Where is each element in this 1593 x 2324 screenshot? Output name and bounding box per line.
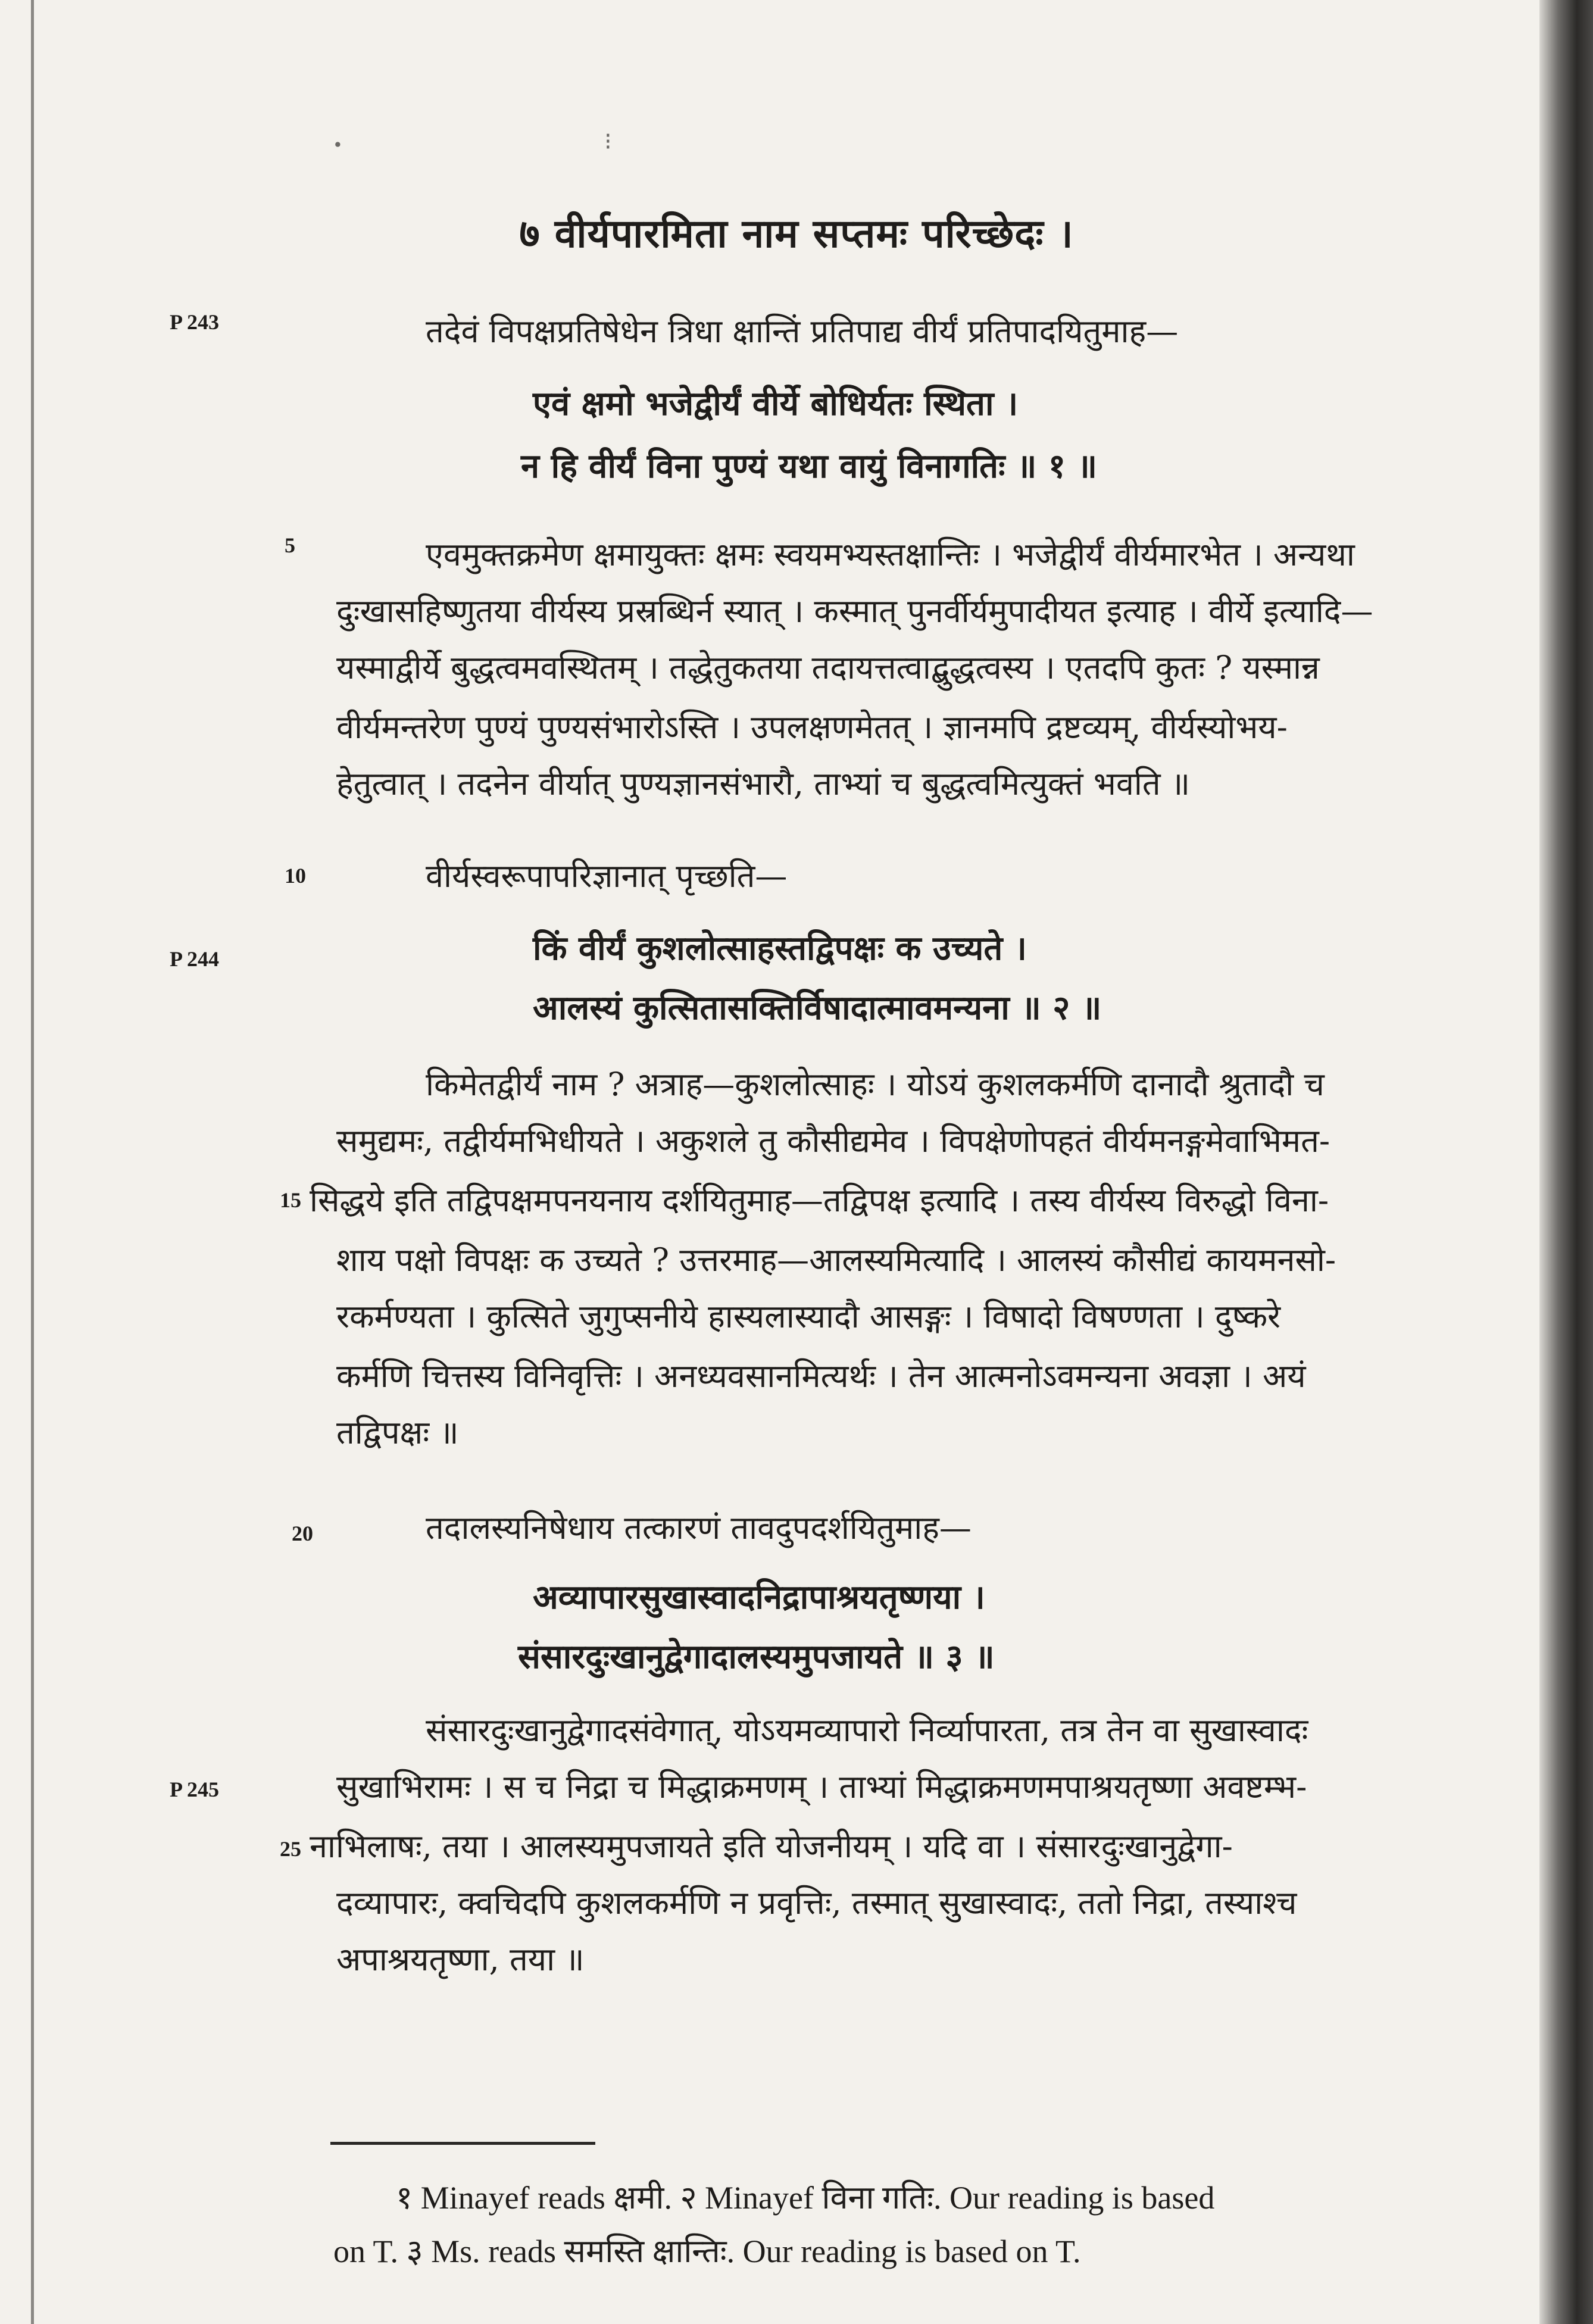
commentary-line: सिद्धये इति तद्विपक्षमपनयनाय दर्शयितुमाह—तद्विपक्ष इत्यादि । तस्य वीर्यस्य विरुद्धो विना-	[310, 1182, 1329, 1219]
commentary-line: यस्माद्वीर्ये बुद्धत्वमवस्थितम् । तद्धेतुकतया तदायत्तत्वाद्बुद्धत्वस्य । एतदपि कुतः ? यस्मान्न	[336, 649, 1320, 686]
footnote-line: on T. ३ Ms. reads समस्ति क्षान्तिः. Our reading is based on T.	[333, 2234, 1081, 2269]
page-ref-243: P 243	[170, 310, 220, 334]
page-ref-244: P 244	[170, 947, 220, 971]
chapter-heading: ७ वीर्यपारमिता नाम सप्तमः परिच्छेदः ।	[519, 210, 1074, 257]
commentary-line: तद्विपक्षः ॥	[336, 1414, 459, 1451]
scan-mark: ∙	[333, 134, 342, 155]
commentary-line: नाभिलाषः, तया । आलस्यमुपजायते इति योजनीयम् । यदि वा । संसारदुःखानुद्वेगा-	[310, 1828, 1233, 1865]
verse-line: आलस्यं कुत्सितासक्तिर्विषादात्मावमन्यना ॥ २ ॥	[533, 988, 1102, 1027]
commentary-line: एवमुक्तक्रमेण क्षमायुक्तः क्षमः स्वयमभ्यस्तक्षान्तिः । भजेद्वीर्यं वीर्यमारभेत । अन्यथा	[426, 536, 1355, 573]
intro-line: वीर्यस्वरूपापरिज्ञानात् पृच्छति—	[426, 857, 788, 895]
scan-mark: ⁝	[604, 128, 612, 155]
commentary-line: सुखाभिरामः । स च निद्रा च मिद्धाक्रमणम् । ताभ्यां मिद्धाक्रमणमपाश्रयतृष्णा अवष्टम्भ-	[336, 1768, 1307, 1806]
intro-line: तदालस्यनिषेधाय तत्कारणं तावदुपदर्शयितुमाह—	[426, 1509, 972, 1547]
page-ref-245: P 245	[170, 1778, 220, 1801]
commentary-line: दुःखासहिष्णुतया वीर्यस्य प्रस्रब्धिर्न स्यात् । कस्मात् पुनर्वीर्यमुपादीयत इत्याह । वीर्ये इत्यादि—	[336, 592, 1373, 630]
commentary-line: संसारदुःखानुद्वेगादसंवेगात्, योऽयमव्यापारो निर्व्यापारता, तत्र तेन वा सुखास्वादः	[426, 1711, 1308, 1749]
commentary-line: समुद्यमः, तद्वीर्यमभिधीयते । अकुशले तु कौसीद्यमेव । विपक्षेणोपहतं वीर्यमनङ्गमेवाभिमत-	[336, 1122, 1330, 1160]
line-number: 10	[285, 864, 306, 888]
commentary-line: कर्मणि चित्तस्य विनिवृत्तिः । अनध्यवसानमित्यर्थः । तेन आत्मनोऽवमन्यना अवज्ञा । अयं	[336, 1357, 1306, 1395]
commentary-line: वीर्यमन्तरेण पुण्यं पुण्यसंभारोऽस्ति । उपलक्षणमेतत् । ज्ञानमपि द्रष्टव्यम्, वीर्यस्योभय-	[336, 708, 1288, 746]
line-number: 5	[285, 533, 295, 557]
line-number: 20	[292, 1522, 313, 1545]
footnote-separator	[330, 2142, 595, 2145]
verse-line: अव्यापारसुखास्वादनिद्रापाश्रयतृष्णया ।	[533, 1578, 985, 1617]
intro-line: तदेवं विपक्षप्रतिषेधेन त्रिधा क्षान्तिं प्रतिपाद्य वीर्यं प्रतिपादयितुमाह—	[426, 313, 1179, 350]
page-border-left	[31, 0, 34, 2324]
commentary-line: दव्यापारः, क्वचिदपि कुशलकर्मणि न प्रवृत्तिः, तस्मात् सुखास्वादः, ततो निद्रा, तस्याश्च	[336, 1884, 1297, 1922]
footnote-line: १ Minayef reads क्षमी. २ Minayef विना गतिः. Our reading is based	[396, 2180, 1215, 2216]
line-number: 25	[280, 1837, 301, 1861]
verse-line: किं वीर्यं कुशलोत्साहस्तद्विपक्षः क उच्यते ।	[533, 929, 1027, 968]
commentary-line: अपाश्रयतृष्णा, तया ॥	[336, 1941, 585, 1978]
commentary-line: शाय पक्षो विपक्षः क उच्यते ? उत्तरमाह—आलस्यमित्यादि । आलस्यं कौसीद्यं कायमनसो-	[336, 1241, 1336, 1279]
verse-line: न हि वीर्यं विना पुण्यं यथा वायुं विनागतिः ॥ १ ॥	[521, 446, 1098, 486]
verse-line: एवं क्षमो भजेद्वीर्यं वीर्ये बोधिर्यतः स्थिता ।	[533, 384, 1019, 423]
verse-line: संसारदुःखानुद्वेगादालस्यमुपजायते ॥ ३ ॥	[518, 1637, 995, 1676]
line-number: 15	[280, 1188, 301, 1212]
commentary-line: हेतुत्वात् । तदनेन वीर्यात् पुण्यज्ञानसंभारौ, ताभ्यां च बुद्धत्वमित्युक्तं भवति ॥	[336, 765, 1191, 802]
commentary-line: रकर्मण्यता । कुत्सिते जुगुप्सनीये हास्यलास्यादौ आसङ्गः । विषादो विषण्णता । दुष्करे	[336, 1298, 1281, 1335]
commentary-line: किमेतद्वीर्यं नाम ? अत्राह—कुशलोत्साहः । योऽयं कुशलकर्मणि दानादौ श्रुतादौ च	[426, 1066, 1325, 1103]
page-binding-shadow	[1539, 0, 1593, 2324]
